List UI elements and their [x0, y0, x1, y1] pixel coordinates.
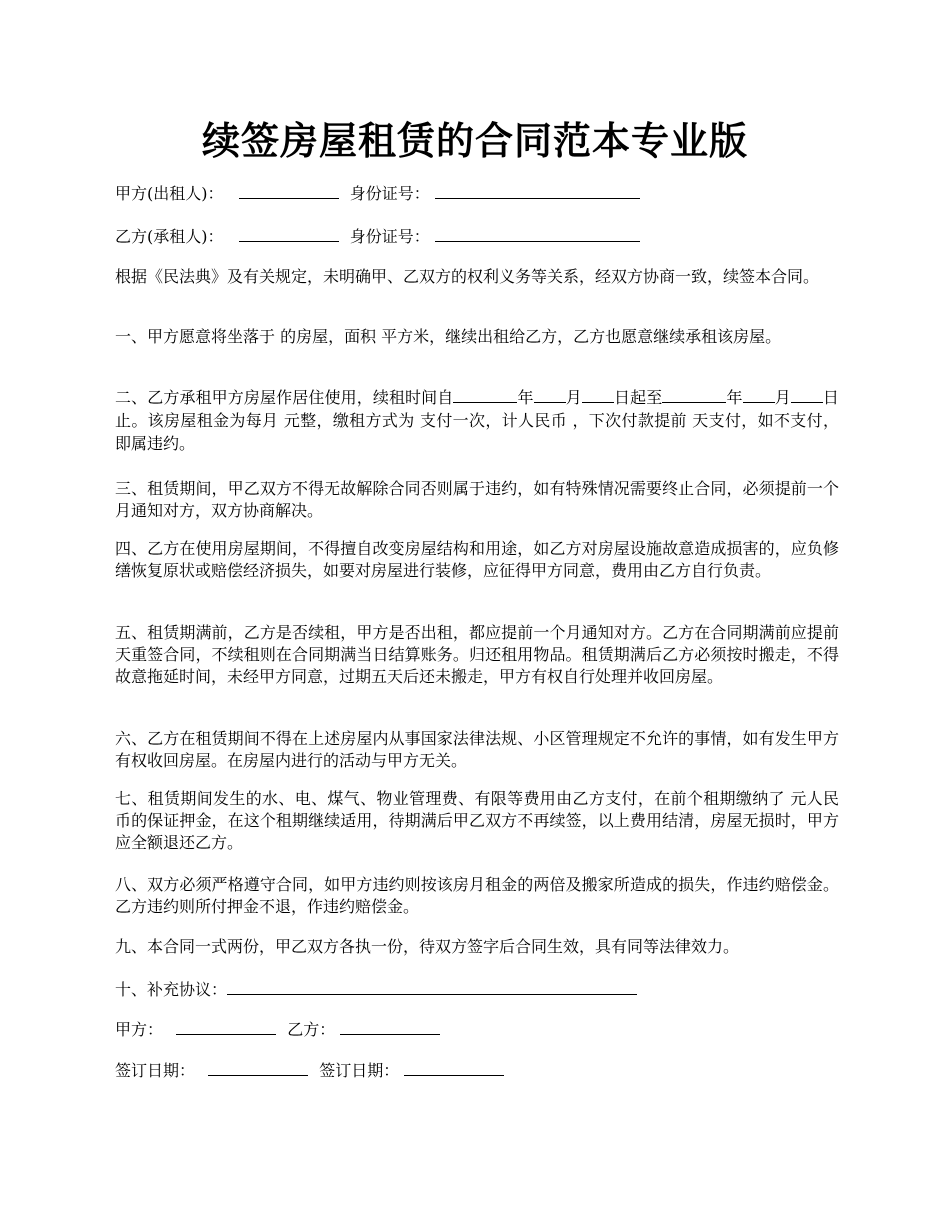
sign-a-blank[interactable]: [176, 1018, 276, 1035]
clause-4: 四、乙方在使用房屋期间，不得擅自改变房屋结构和用途，如乙方对房屋设施故意造成损害的，应负修缮恢复原状或赔偿经济损失，如要对房屋进行装修，应征得甲方同意，费用由乙方自行负责。: [115, 539, 839, 580]
clause-3: 三、租赁期间，甲乙双方不得无故解除合同否则属于违约，如有特殊情况需要终止合同，必须提前一个月通知对方，双方协商解决。: [115, 479, 839, 520]
date-a-label: 签订日期：: [115, 1061, 196, 1080]
clause-10-label: 十、补充协议：: [115, 980, 228, 999]
clause-8: 八、双方必须严格遵守合同，如甲方违约则按该房月租金的两倍及搬家所造成的损失，作违约赔偿金。乙方违约则所付押金不退，作违约赔偿金。: [115, 875, 839, 916]
clause-2: [115, 386, 839, 455]
document-title: 续签房屋租赁的合同范本专业版: [201, 118, 748, 163]
party-b-id-label: 身份证号：: [349, 227, 430, 246]
end-day-blank[interactable]: [791, 386, 823, 403]
clause-1: 一、甲方愿意将坐落于 的房屋，面积 平方米，继续出租给乙方，乙方也愿意继续承租该房屋。: [115, 327, 782, 346]
supplementary-agreement-blank[interactable]: [227, 978, 637, 995]
party-b-name-blank[interactable]: [239, 225, 339, 242]
clause-2-day-1: 日起至: [613, 388, 663, 407]
date-b-label: 签订日期：: [319, 1061, 400, 1080]
party-a-label: 甲方(出租人)：: [115, 184, 224, 203]
clause-2-month-1: 月: [565, 388, 582, 407]
date-b-blank[interactable]: [404, 1059, 504, 1076]
party-b-label: 乙方(承租人)：: [115, 227, 224, 246]
clause-6: 六、乙方在租赁期间不得在上述房屋内从事国家法律法规、小区管理规定不允许的事情，如有发生甲方有权收回房屋。在房屋内进行的活动与甲方无关。: [115, 729, 839, 770]
party-a-name-blank[interactable]: [239, 182, 339, 199]
party-b-line: [115, 225, 640, 248]
end-year-blank[interactable]: [662, 386, 726, 403]
sign-b-blank[interactable]: [340, 1018, 440, 1035]
clause-2-text-a: 二、乙方承租甲方房屋作居住使用，续租时间自: [115, 388, 454, 407]
signature-line: [115, 1018, 440, 1041]
party-a-line: [115, 182, 640, 205]
party-a-id-label: 身份证号：: [349, 184, 430, 203]
clause-10-line: [115, 978, 637, 1001]
sign-a-label: 甲方：: [115, 1020, 164, 1039]
start-year-blank[interactable]: [453, 386, 517, 403]
intro-paragraph: 根据《民法典》及有关规定，未明确甲、乙双方的权利义务等关系，经双方协商一致，续签本合同。: [115, 267, 820, 286]
party-a-id-blank[interactable]: [435, 182, 640, 199]
date-a-blank[interactable]: [208, 1059, 308, 1076]
clause-2-year-2: 年: [726, 388, 743, 407]
date-line: [115, 1059, 504, 1082]
party-b-id-blank[interactable]: [435, 225, 640, 242]
sign-b-label: 乙方：: [287, 1020, 336, 1039]
clause-5: 五、租赁期满前，乙方是否续租，甲方是否出租，都应提前一个月通知对方。乙方在合同期满前应提前 天重签合同，不续租则在合同期满当日结算账务。归还租用物品。租赁期满后乙方必须按时搬走，不得故意拖延时间，未经甲方同意，过期五天后还未搬走，甲方有权自行处理并收回房屋。: [115, 623, 839, 686]
clause-2-year-1: 年: [517, 388, 534, 407]
clause-2-month-2: 月: [774, 388, 791, 407]
clause-7: 七、租赁期间发生的水、电、煤气、物业管理费、有限等费用由乙方支付，在前个租期缴纳了 元人民币的保证押金，在这个租期继续适用，待期满后甲乙双方不再续签，以上费用结清，房屋无损时，甲方应全额退还乙方。: [115, 789, 839, 852]
start-day-blank[interactable]: [582, 386, 614, 403]
start-month-blank[interactable]: [534, 386, 566, 403]
clause-2-text-b: 日止。该房屋租金为每月 元整，缴租方式为 支付一次，计人民币 ，下次付款提前 天支付，如不支付，即属违约。: [115, 388, 839, 453]
end-month-blank[interactable]: [743, 386, 775, 403]
clause-9: 九、本合同一式两份，甲乙双方各执一份，待双方签字后合同生效，具有同等法律效力。: [115, 937, 740, 956]
